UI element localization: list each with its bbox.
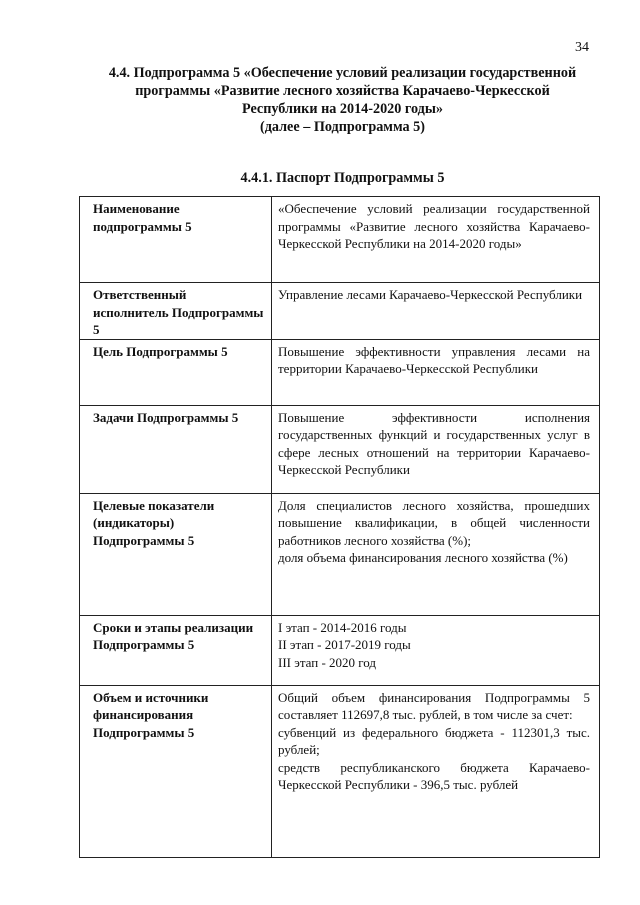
label-line: Цель Подпрограммы 5 [93, 343, 228, 359]
row-label [80, 685, 272, 857]
heading-line: (далее – Подпрограмма 5) [259, 119, 426, 135]
row-value [272, 197, 600, 283]
passport-row-name [80, 197, 600, 283]
label-line: (индикаторы) [93, 515, 175, 530]
label-line: Задачи Подпрограммы 5 [93, 409, 239, 425]
row-label [80, 493, 272, 615]
label-line: Объем и источники финансирования Подпрограммы 5 [93, 689, 212, 740]
label-line: Целевые показатели [93, 497, 215, 513]
row-label [80, 339, 272, 405]
row-value [272, 615, 600, 685]
label-line: Подпрограммы 5 [93, 532, 195, 548]
passport-row-funding [80, 685, 600, 857]
row-label [80, 405, 272, 493]
label-line: Сроки и этапы реализации Подпрограммы 5 [93, 619, 257, 652]
value-line: Управление лесами Карачаево-Черкесской Республики [278, 287, 583, 302]
passport-row-stages [80, 615, 600, 685]
value-line: Повышение эффективности управления лесами на территории Карачаево-Черкесской Республики [278, 343, 594, 376]
heading-line: 4.4. Подпрограмма 5 «Обеспечение условий реализации государственной [108, 65, 577, 81]
section-heading [80, 64, 605, 136]
label-line: Ответственный исполнитель Подпрограммы 5 [93, 287, 267, 337]
label-line: Наименование [93, 201, 180, 216]
row-value [272, 283, 600, 340]
passport-row-tasks [80, 405, 600, 493]
passport-row-indicators [80, 493, 600, 615]
row-label [80, 615, 272, 685]
value-line: «Обеспечение условий реализации государственной программы «Развитие лесного хозяйства Карачаево-Черкесской Республики на 2014-2020 годы» [278, 201, 594, 251]
row-value [272, 405, 600, 493]
value-line: I этап - 2014-2016 годы [278, 619, 407, 635]
row-value [272, 685, 600, 857]
row-label [80, 283, 272, 340]
value-line: субвенций из федерального бюджета - 112301,3 тыс. рублей; [278, 724, 594, 757]
passport-row-executor [80, 283, 600, 340]
heading-line: программы «Развитие лесного хозяйства Карачаево-Черкесской [135, 83, 550, 99]
value-line: Общий объем финансирования Подпрограммы 5 составляет 112697,8 тыс. рублей, в том числе за счет: [278, 689, 594, 722]
passport-table [79, 196, 600, 858]
passport-title: 4.4.1. Паспорт Подпрограммы 5 [240, 170, 445, 186]
row-label [80, 197, 272, 283]
value-line: Доля специалистов лесного хозяйства, прошедших повышение квалификации, в общей численности работников лесного хозяйства (%); [278, 497, 594, 548]
value-line: III этап - 2020 год [278, 654, 377, 670]
row-value [272, 493, 600, 615]
value-line: доля объема финансирования лесного хозяйства (%) [278, 550, 568, 565]
passport-row-goal [80, 339, 600, 405]
value-line: средств республиканского бюджета Карачаево-Черкесской Республики - 396,5 тыс. рублей [278, 759, 590, 792]
value-line: Повышение эффективности исполнения государственных функций и государственных услуг в сфере лесных отношений на территории Карачаево-Черкесской Республики [278, 409, 594, 477]
heading-line: Республики на 2014-2020 годы» [241, 101, 444, 117]
row-value [272, 339, 600, 405]
page-number: 34 [575, 40, 589, 55]
label-line: подпрограммы 5 [93, 218, 192, 234]
value-line: II этап - 2017-2019 годы [278, 637, 411, 652]
